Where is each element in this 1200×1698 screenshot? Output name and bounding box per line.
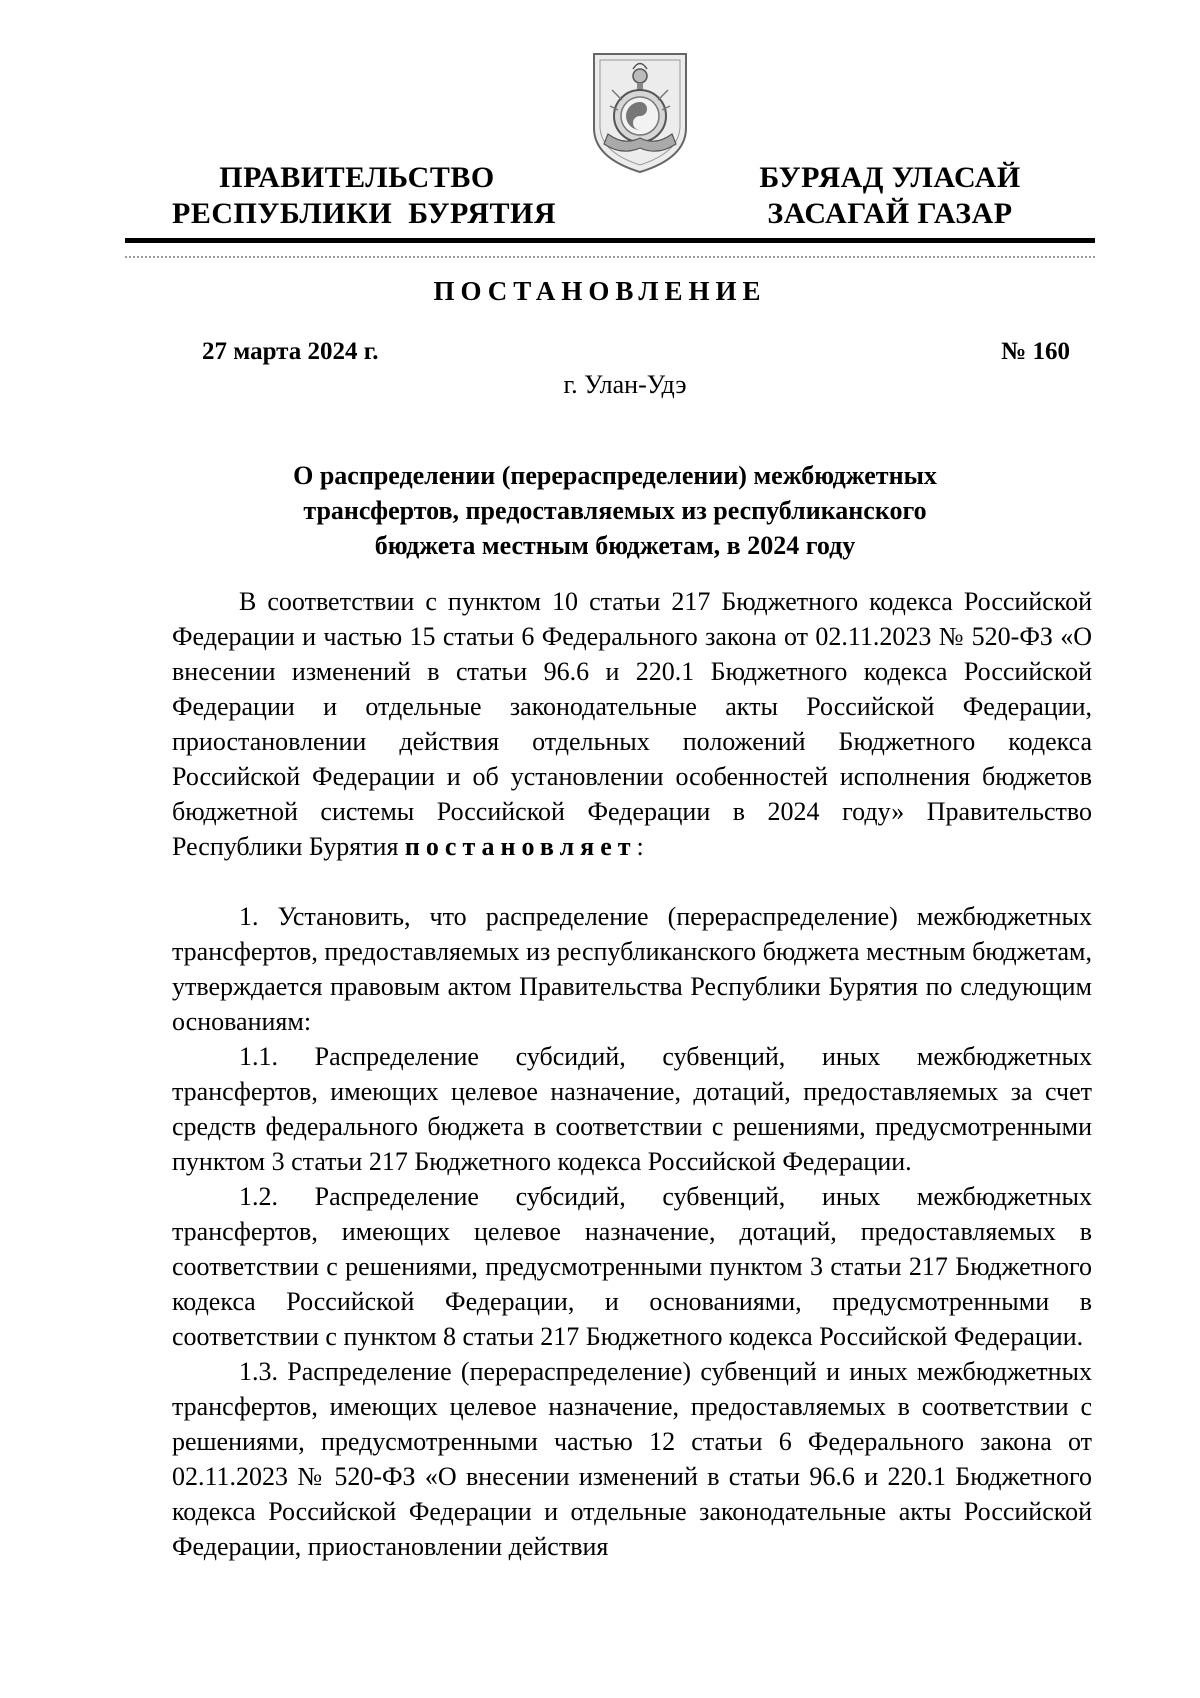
clause-1: 1. Установить, что распределение (перераспределение) межбюджетных трансфертов, предоставляемых из республиканского бюджета местным бюджетам, утверждается правовым актом Правительства Республики Бурятия по следующим основаниям: <box>172 902 1092 1036</box>
preamble-text: В соответствии с пунктом 10 статьи 217 Бюджетного кодекса Российской Федерации и частью 15 статьи 6 Федерального закона от 02.11.2023 № 520-ФЗ «О внесении изменений в статьи 96.6 и 220.1 Бюджетного кодекса Российской Федерации и отдельные законодательные акты Российской Федерации, приостановлении действия отдельных положений Бюджетного кодекса Российской Федерации и об установлении особенностей исполнения бюджетов бюджетной системы Российской Федерации в 2024 году» Правительство Республики Бурятия <box>172 587 1092 861</box>
coat-of-arms-icon <box>588 50 692 174</box>
resolves-colon: : <box>636 832 644 861</box>
government-name-buryat-line1: БУРЯАД УЛАСАЙ <box>759 161 1021 194</box>
clause-1-2: 1.2. Распределение субсидий, субвенций, иных межбюджетных трансфертов, имеющих целевое назначение, дотаций, предоставляемых в соответствии с решениями, предусмотренными пунктом 3 статьи 217 Бюджетного кодекса Российской Федерации, и основаниями, предусмотренными в соответствии с пунктом 8 статьи 217 Бюджетного кодекса Российской Федерации. <box>172 1182 1092 1351</box>
document-title-line: О распределении (перераспределении) межбюджетных <box>293 461 937 490</box>
document-type: ПОСТАНОВЛЕНИЕ <box>433 276 767 306</box>
government-name-buryat-line2: ЗАСАГАЙ ГАЗАР <box>767 197 1013 230</box>
document-title-line: бюджета местным бюджетам, в 2024 году <box>374 531 856 560</box>
government-name-russian <box>172 160 557 232</box>
header-divider-thick <box>125 238 1095 243</box>
government-name-russian-line1: ПРАВИТЕЛЬСТВО <box>219 161 495 194</box>
document-date: 27 марта 2024 г. <box>202 338 379 365</box>
document-title-line: трансфертов, предоставляемых из республиканского <box>303 496 927 525</box>
government-name-russian-line2: РЕСПУБЛИКИ БУРЯТИЯ <box>172 197 557 230</box>
government-name-buryat <box>758 160 1022 232</box>
document-title <box>200 458 1030 563</box>
clause-1-1: 1.1. Распределение субсидий, субвенций, иных межбюджетных трансфертов, имеющих целевое назначение, дотаций, предоставляемых за счет средств федерального бюджета в соответствии с решениями, предусмотренными пунктом 3 статьи 217 Бюджетного кодекса Российской Федерации. <box>172 1042 1092 1176</box>
document-number: № 160 <box>1001 338 1070 365</box>
clause-1-3: 1.3. Распределение (перераспределение) субвенций и иных межбюджетных трансфертов, имеющих целевое назначение, предоставляемых в соответствии с решениями, предусмотренными частью 12 статьи 6 Федерального закона от 02.11.2023 № 520-ФЗ «О внесении изменений в статьи 96.6 и 220.1 Бюджетного кодекса Российской Федерации и отдельные законодательные акты Российской Федерации, приостановлении действия <box>172 1357 1092 1561</box>
preamble-paragraph <box>172 584 1092 864</box>
resolves-word: постановляет <box>404 832 637 861</box>
header-divider-thin <box>125 256 1095 258</box>
document-city: г. Улан-Удэ <box>563 370 687 399</box>
document-body <box>172 584 1092 1564</box>
